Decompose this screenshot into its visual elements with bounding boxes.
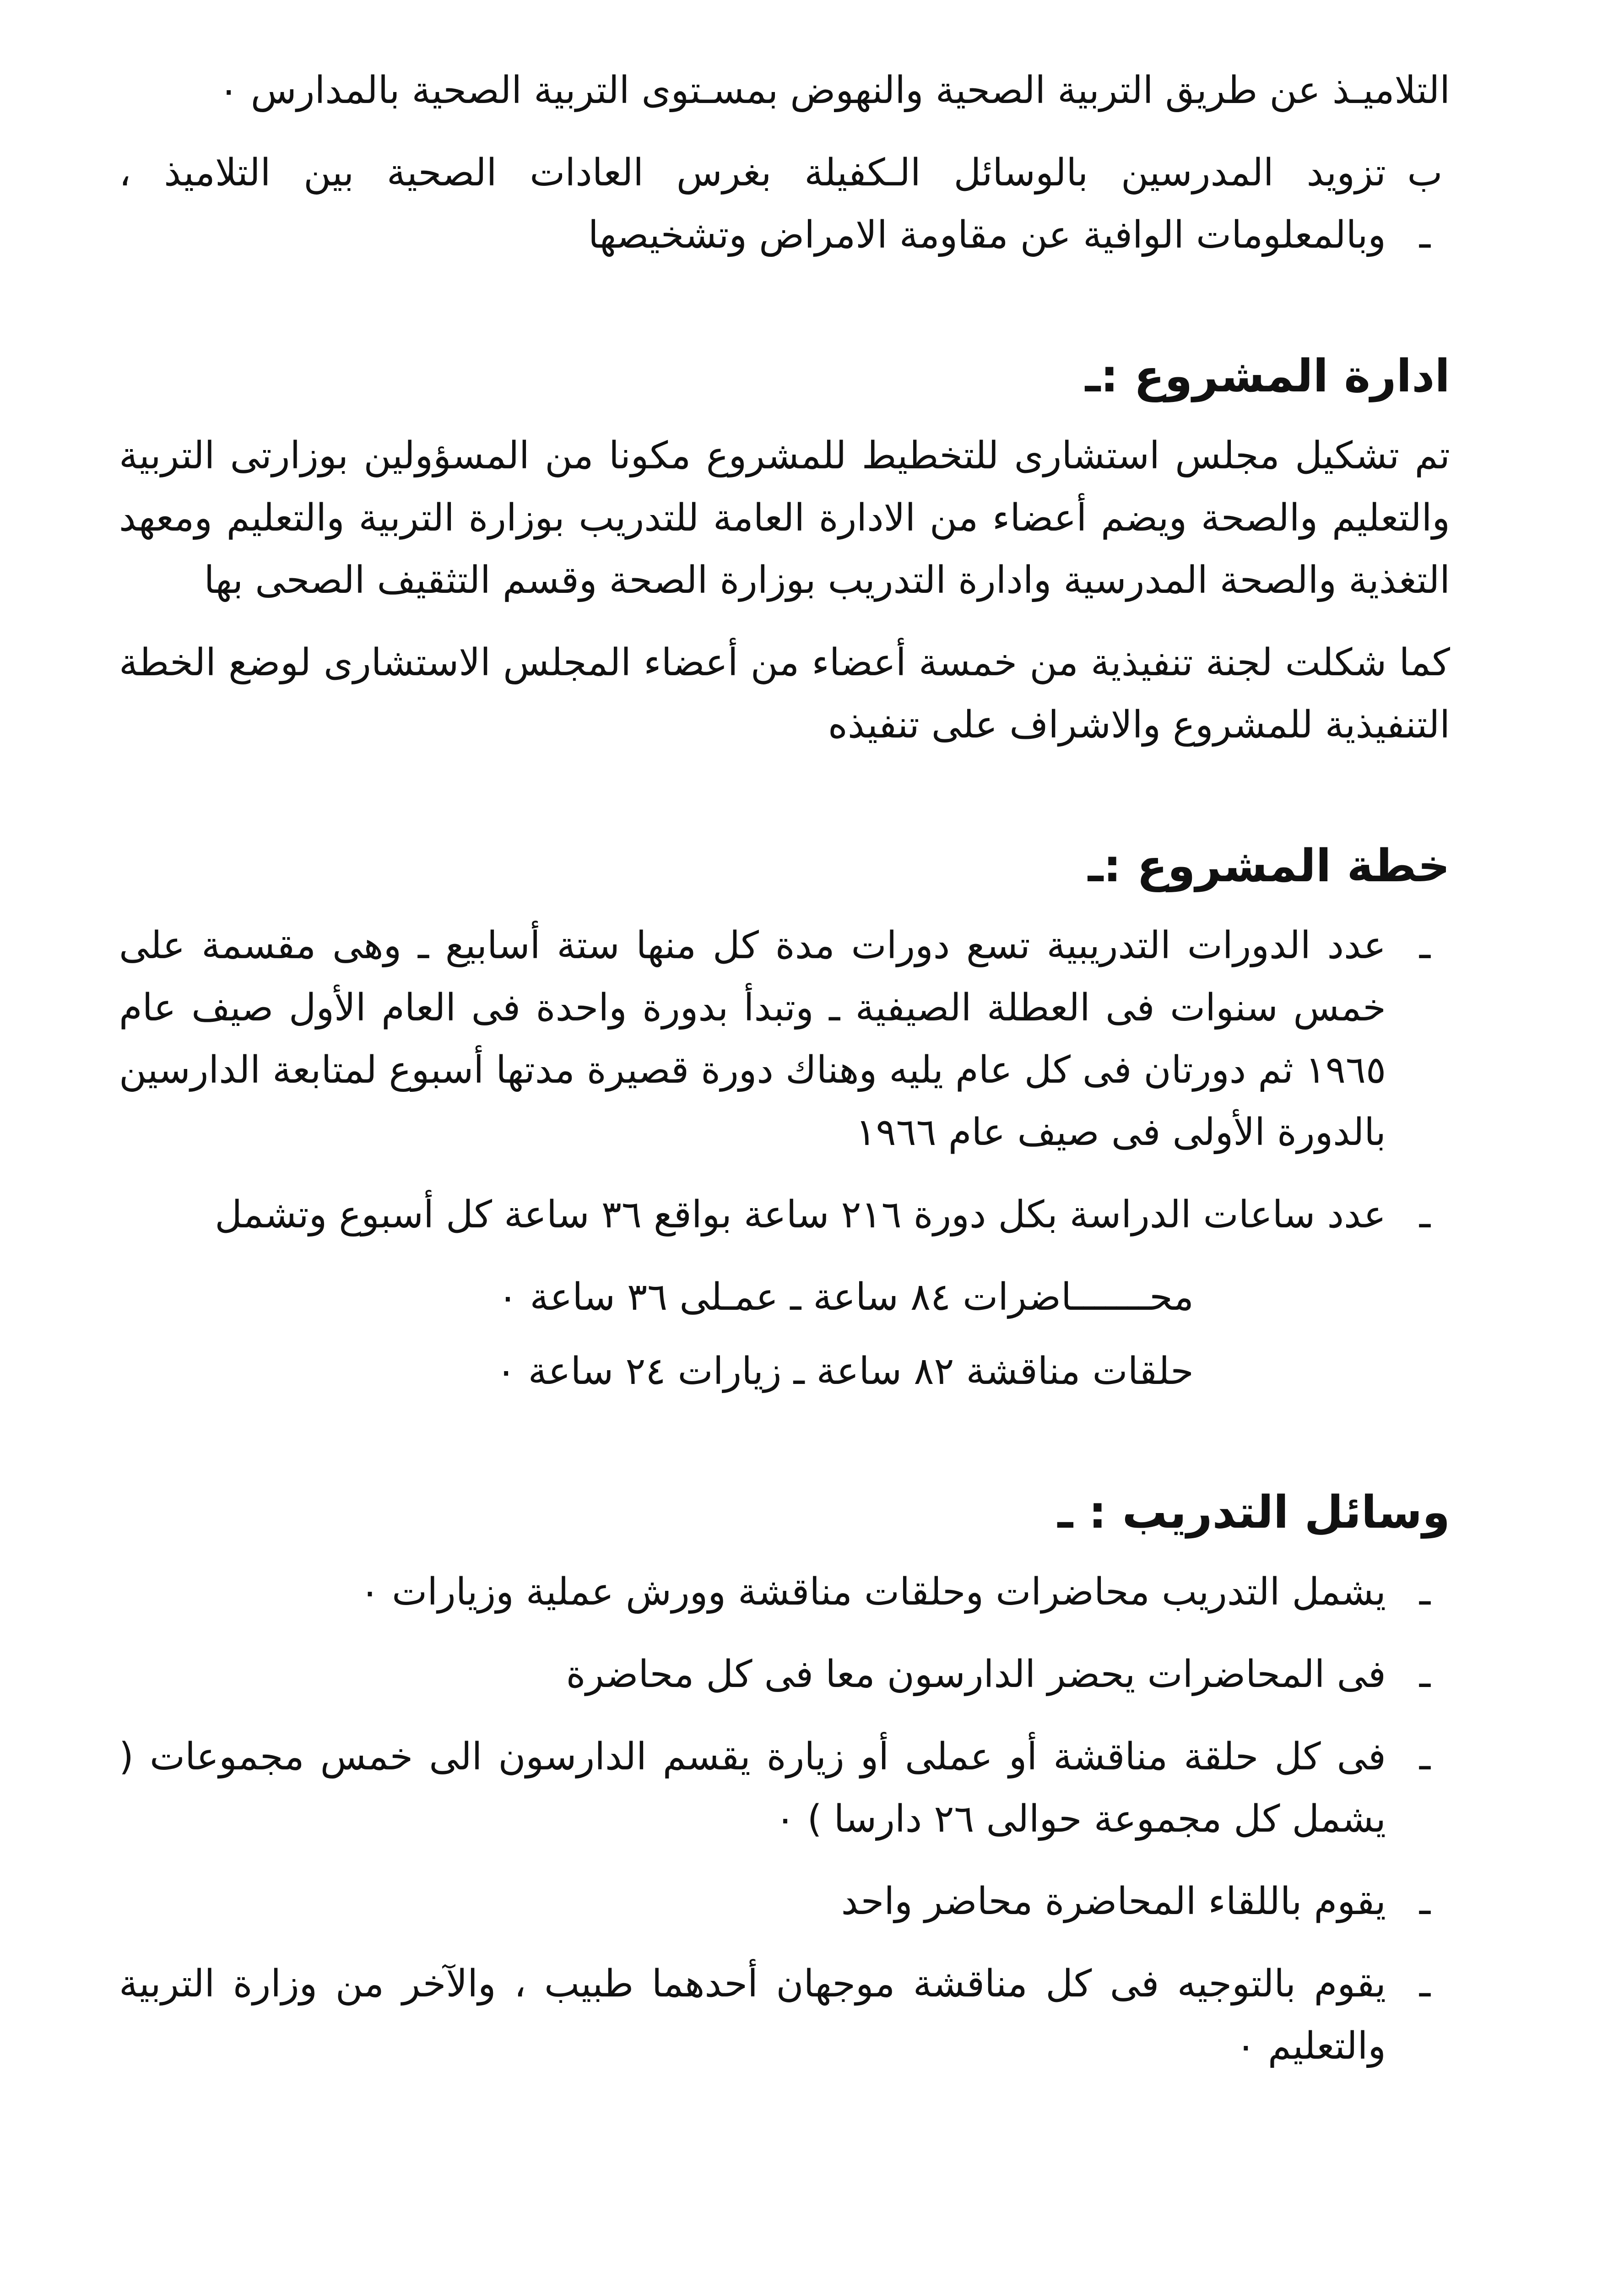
objective-b: [119, 142, 1450, 266]
list-dash: ـ: [1419, 1570, 1431, 1614]
objective-b-text: تزويد المدرسين بالوسائل الـكفيلة بغرس العادات الصحية بين التلاميذ ، وبالمعلومات الوافية عن مقاومة الامراض وتشخيصها: [119, 151, 1386, 257]
plan-heading: خطة المشروع :ـ: [1088, 840, 1450, 892]
list-dash: ـ: [1419, 1880, 1431, 1923]
list-dash: ـ: [1419, 1653, 1431, 1696]
plan-item-1-text: عدد الدورات التدريبية تسع دورات مدة كل منها ستة أسابيع ـ وهى مقسمة على خمس سنوات فى العطلة الصيفية ـ وتبدأ بدورة واحدة فى العام الأول صيف عام ١٩٦٥ ثم دورتان فى كل عام يليه وهناك دورة قصيرة مدتها أسبوع لمتابعة الدارسين بالدورة الأولى فى صيف عام ١٩٦٦: [119, 924, 1386, 1154]
objective-b-label: ب ـ: [1407, 151, 1443, 257]
means-heading: وسائل التدريب : ـ: [1057, 1486, 1450, 1539]
list-dash: ـ: [1419, 924, 1431, 967]
means-item-1: [119, 1561, 1450, 1623]
plan-item-1: [119, 915, 1450, 1164]
list-dash: ـ: [1419, 1735, 1431, 1779]
means-item-5: [119, 1953, 1450, 2077]
means-item-1-text: يشمل التدريب محاضرات وحلقات مناقشة وورش عملية وزيارات ٠: [360, 1570, 1386, 1614]
means-item-3: [119, 1726, 1450, 1850]
list-dash: ـ: [1419, 1193, 1431, 1237]
admin-paragraph-2: كما شكلت لجنة تنفيذية من خمسة أعضاء من أعضاء المجلس الاستشارى لوضع الخطة التنفيذية للمشروع والاشراف على تنفيذه: [119, 641, 1450, 747]
admin-paragraph-1: تم تشكيل مجلس استشارى للتخطيط للمشروع مكونا من المسؤولين بوزارتى التربية والتعليم والصحة ويضم أعضاء من الادارة العامة للتدريب بوزارة التربية والتعليم ومعهد التغذية والصحة المدرسية وادارة التدريب بوزارة الصحة وقسم التثقيف الصحى بها: [119, 434, 1450, 602]
means-item-2-text: فى المحاضرات يحضر الدارسون معا فى كل محاضرة: [566, 1653, 1386, 1696]
means-item-4-text: يقوم باللقاء المحاضرة محاضر واحد: [841, 1880, 1386, 1923]
plan-item-2-text: عدد ساعات الدراسة بكل دورة ٢١٦ ساعة بواقع ٣٦ ساعة كل أسبوع وتشمل: [215, 1193, 1386, 1237]
means-item-3-text: فى كل حلقة مناقشة أو عملى أو زيارة يقسم الدارسون الى خمس مجموعات ( يشمل كل مجموعة حوالى ٢٦ دارسا ) ٠: [119, 1735, 1386, 1841]
means-item-4: [119, 1871, 1450, 1933]
intro-continuation: التلاميـذ عن طريق التربية الصحية والنهوض بمسـتوى التربية الصحية بالمدارس ٠: [218, 69, 1450, 112]
list-dash: ـ: [1419, 1962, 1431, 2006]
hours-breakdown-2: حلقات مناقشة ٨٢ ساعة ـ زيارات ٢٤ ساعة ٠: [496, 1350, 1194, 1393]
means-item-2: [119, 1644, 1450, 1706]
plan-item-2: [119, 1184, 1450, 1246]
hours-breakdown-1: محـــــــاضرات ٨٤ ساعة ـ عمـلى ٣٦ ساعة ٠: [498, 1275, 1194, 1319]
means-item-5-text: يقوم بالتوجيه فى كل مناقشة موجهان أحدهما طبيب ، والآخر من وزارة التربية والتعليم ٠: [119, 1962, 1386, 2068]
admin-heading: ادارة المشروع :ـ: [1085, 350, 1450, 402]
